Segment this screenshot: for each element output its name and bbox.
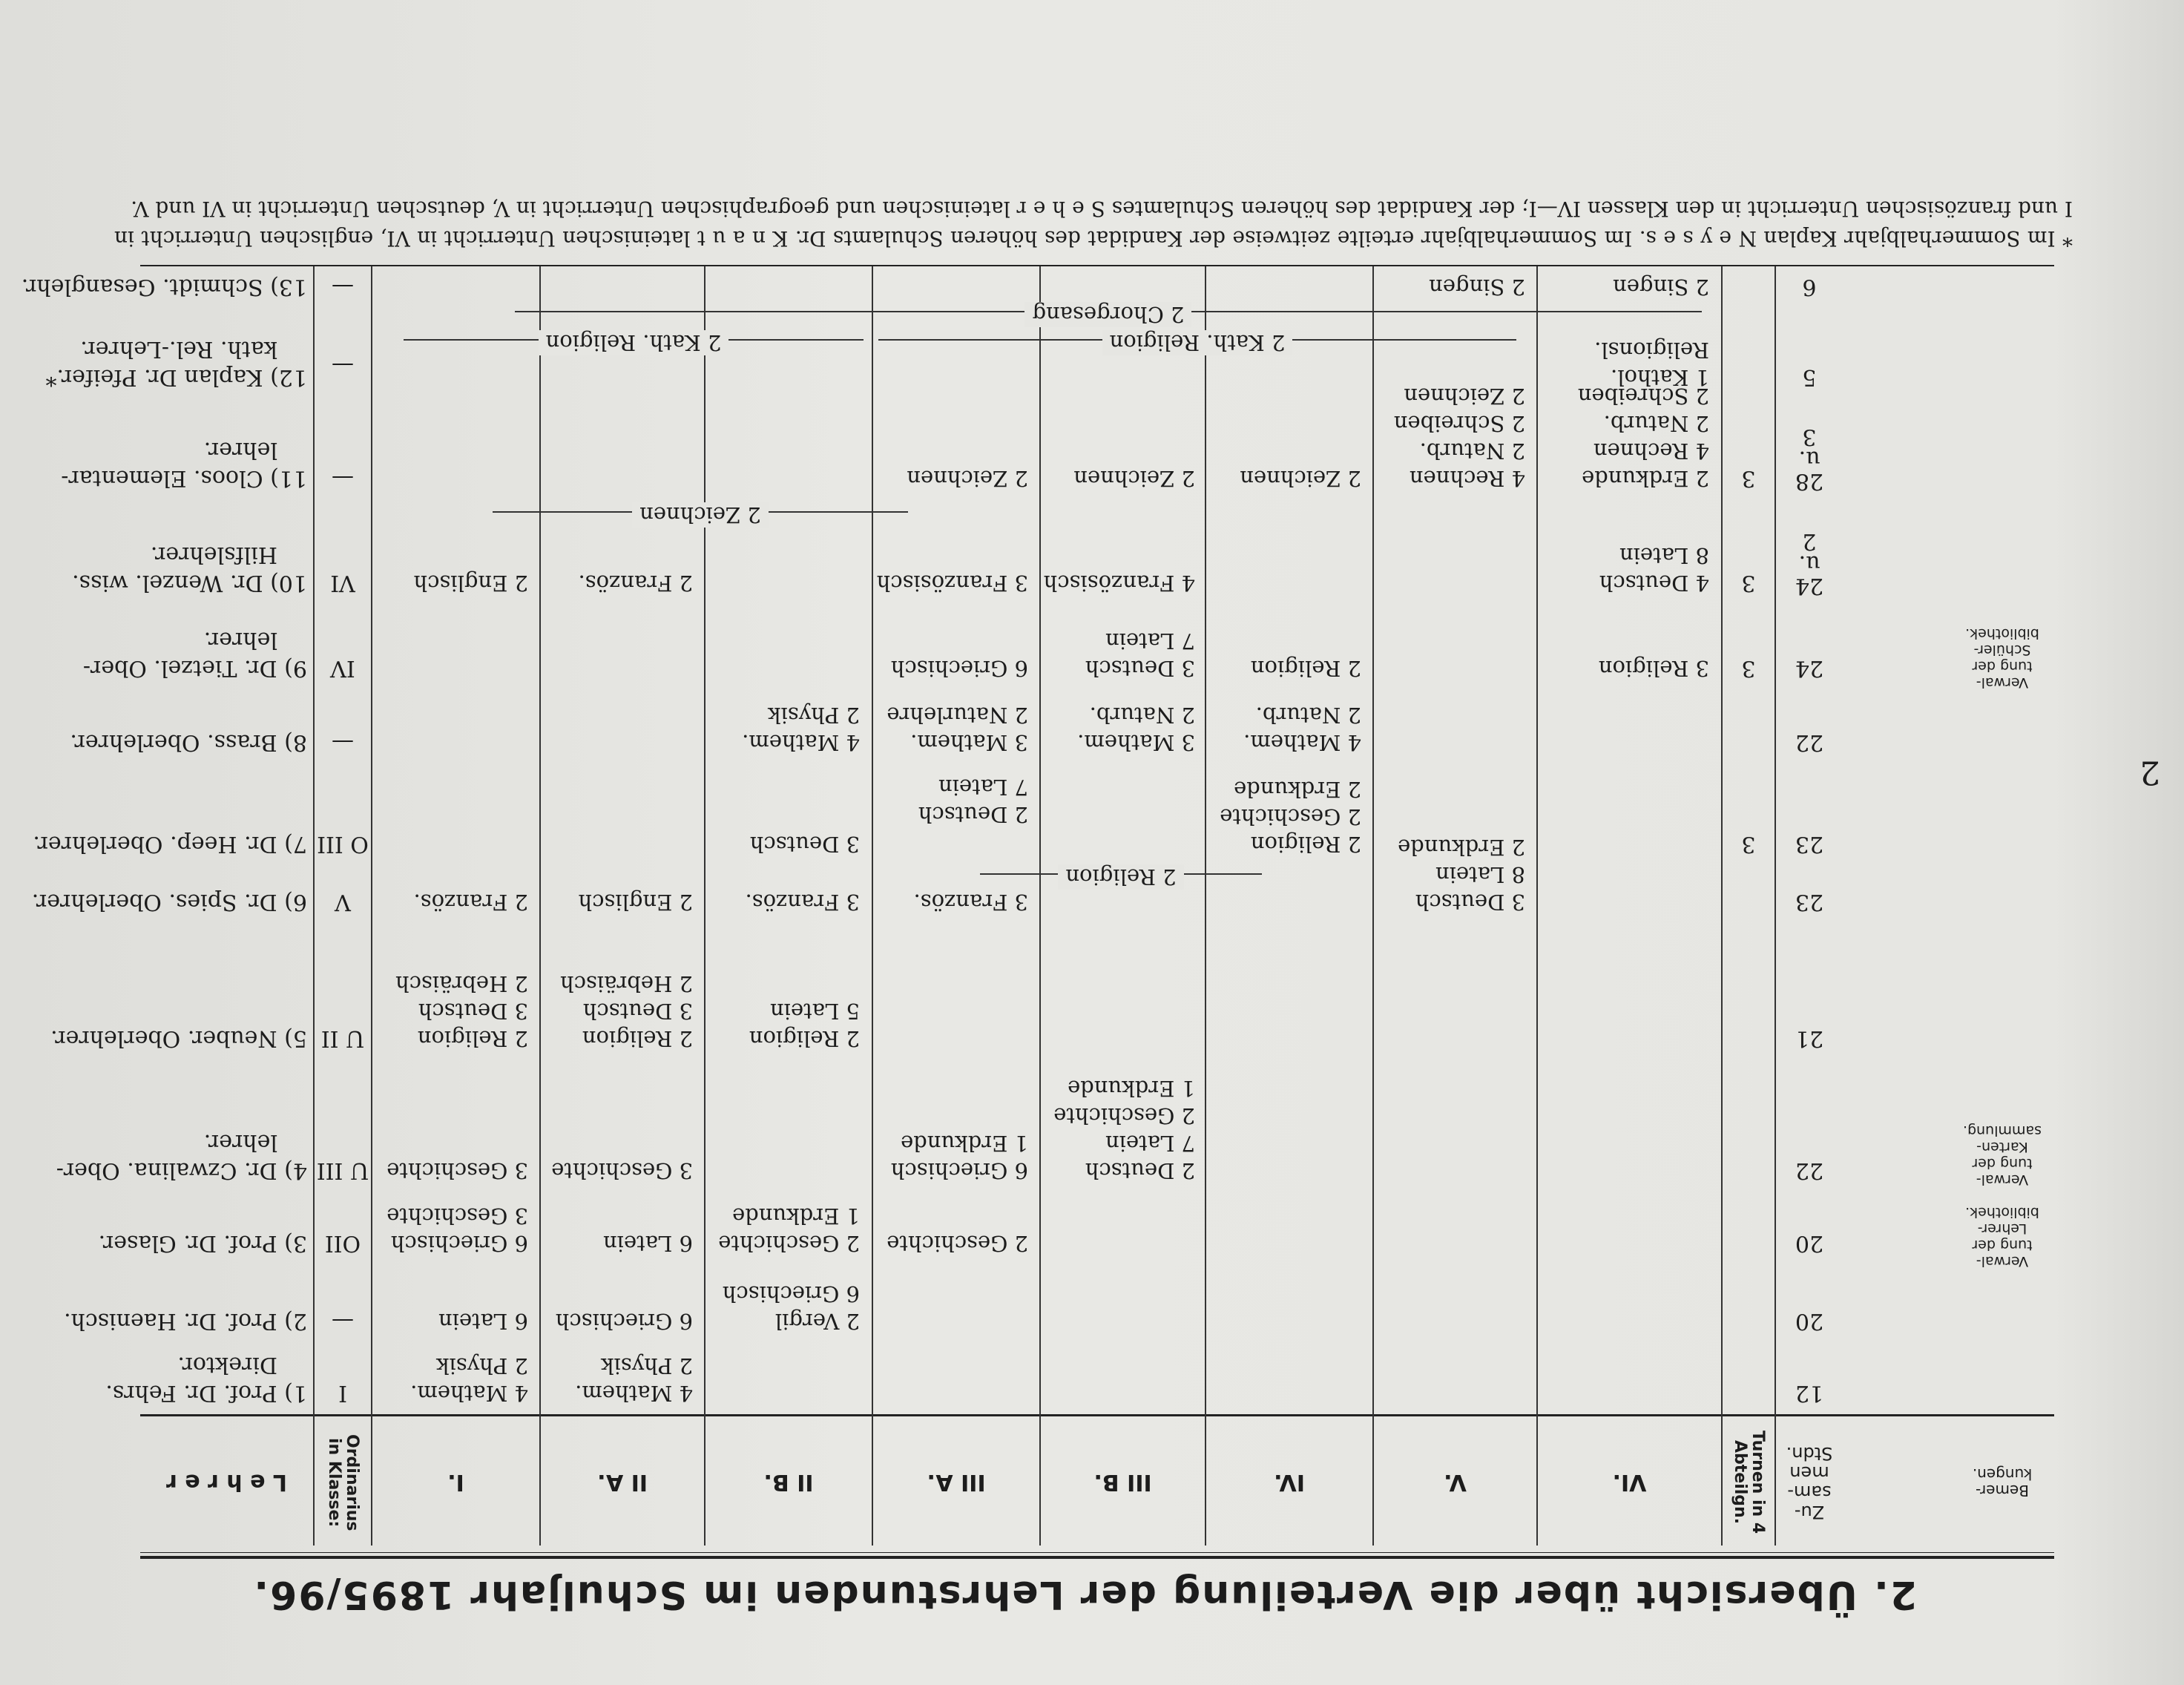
turnen-hours: 3 bbox=[1741, 465, 1756, 491]
total-hours: 22 bbox=[1795, 1157, 1824, 1183]
teacher-name: 13) Schmidt. Gesanglehr. bbox=[21, 274, 307, 300]
ordinarius-value: U III bbox=[316, 1157, 369, 1183]
header-class-IIB: II B. bbox=[763, 1469, 814, 1496]
page-number: 2 bbox=[2139, 753, 2160, 791]
lesson-cell: 2 Religion 3 Deutsch 2 Hebräisch bbox=[395, 971, 528, 1051]
col-divider bbox=[1721, 266, 1723, 1546]
lesson-cell: 2 Singen bbox=[1613, 275, 1709, 300]
ordinarius-value: VI bbox=[330, 570, 355, 596]
total-hours: 24 bbox=[1795, 655, 1824, 681]
col-divider bbox=[1536, 266, 1538, 1546]
lesson-cell: 3 Religion bbox=[1598, 656, 1709, 681]
teacher-name: 2) Prof. Dr. Haenisch. bbox=[64, 1308, 307, 1334]
lesson-cell: 3 Deutsch 7 Latein bbox=[1085, 628, 1195, 681]
lesson-cell: 2 Singen bbox=[1429, 275, 1525, 300]
lesson-cell: 2 Französ. bbox=[578, 571, 693, 596]
lesson-cell: 2 Englisch bbox=[413, 571, 528, 596]
header-class-IIA: II A. bbox=[597, 1469, 648, 1496]
lesson-cell: 2 Zeichnen bbox=[1073, 466, 1195, 491]
lesson-cell: 4 Rechnen 2 Naturb. 2 Schreiben 2 Zeichnen bbox=[1393, 384, 1525, 491]
lesson-cell: 2 Zeichnen bbox=[907, 466, 1028, 491]
lesson-cell: 4 Deutsch 8 Latein bbox=[1599, 543, 1709, 596]
ordinarius-value: — bbox=[332, 274, 354, 300]
teacher-name: 8) Brass. Oberlehrer. bbox=[70, 729, 307, 755]
ordinarius-value: V bbox=[335, 889, 351, 915]
span-chorgesang: 2 Chorgesang bbox=[515, 281, 1702, 312]
total-hours: 6 bbox=[1802, 274, 1817, 300]
remark-note: Verwal- tung der Lehrer- bibliothek. bbox=[1965, 1204, 2039, 1270]
teacher-name: 6) Dr. Spies. Oberlehrer. bbox=[31, 889, 307, 915]
teacher-name: 4) Dr. Czwalina. Ober- lehrer. bbox=[56, 1129, 307, 1183]
total-hours: 24 u. 2 bbox=[1795, 528, 1824, 599]
col-divider bbox=[1372, 266, 1374, 1546]
col-divider bbox=[1039, 266, 1041, 1546]
lesson-cell: 3 Französisch bbox=[876, 571, 1028, 596]
header-class-VI: VI. bbox=[1612, 1469, 1647, 1496]
lesson-cell: 6 Griechisch bbox=[555, 1309, 693, 1334]
lesson-cell: 2 Religion 2 Geschichte 2 Erdkunde bbox=[1220, 777, 1361, 857]
lesson-cell: 4 Französisch bbox=[1043, 571, 1195, 596]
span-zeichnen-IIA-IIB: 2 Zeichnen bbox=[493, 482, 908, 513]
ordinarius-value: O III bbox=[317, 831, 369, 857]
header-bottom-rule bbox=[140, 1414, 2054, 1416]
ordinarius-value: — bbox=[332, 1308, 354, 1334]
lesson-cell: 2 Deutsch 7 Latein bbox=[918, 775, 1028, 827]
ordinarius-value: — bbox=[332, 465, 354, 491]
total-hours: 5 bbox=[1802, 364, 1817, 390]
total-hours: 21 bbox=[1795, 1025, 1824, 1051]
lesson-cell: 6 Latein bbox=[603, 1231, 693, 1256]
teacher-name: 1) Prof. Dr. Fehrs. Direktor. bbox=[105, 1352, 307, 1406]
footnote: * Im Sommerhalbjahr Kaplan N e y s e s. Im Sommerhalbjahr erteilte zeitweise der Kandidat des höheren Schulamts Dr. K n a u t lateinischen Unterricht in VI, englischen Unterricht in I und französischen Unterricht in den Klassen IV—I; der Kandidat des höheren Schulamtes S e h e r lateinischen und geographischen Unterricht in V, deutschen Unterricht in VI und V. bbox=[114, 197, 2073, 251]
lesson-cell: 2 Zeichnen bbox=[1240, 466, 1361, 491]
lesson-cell: 3 Geschichte bbox=[387, 1158, 528, 1183]
lesson-cell: 2 Religion 5 Latein bbox=[749, 999, 860, 1051]
lesson-cell: 3 Deutsch bbox=[749, 832, 860, 857]
col-divider bbox=[371, 266, 372, 1546]
lesson-cell: 2 Religion 3 Deutsch 2 Hebräisch bbox=[560, 971, 693, 1051]
lesson-cell: 6 Griechisch bbox=[890, 656, 1028, 681]
lesson-cell: 2 Vergil 6 Griechisch bbox=[722, 1281, 860, 1334]
teacher-name: 11) Cloos. Elementar- lehrer. bbox=[61, 437, 307, 491]
turnen-hours: 3 bbox=[1741, 655, 1756, 681]
teacher-name: 9) Dr. Tietzel. Ober- lehrer. bbox=[82, 627, 307, 681]
turnen-hours: 3 bbox=[1741, 831, 1756, 857]
total-hours: 22 bbox=[1795, 729, 1824, 755]
header-class-IV: IV. bbox=[1274, 1469, 1305, 1496]
lesson-cell: 2 Geschichte bbox=[887, 1231, 1028, 1256]
table-bottom-rule bbox=[140, 265, 2054, 266]
span-religion-IIIA-IIIB: 2 Religion bbox=[980, 844, 1262, 875]
header-class-V: V. bbox=[1444, 1469, 1467, 1496]
lesson-cell: 4 Mathem. 2 Physik bbox=[410, 1353, 528, 1406]
col-divider bbox=[539, 266, 541, 1546]
header-class-I: I. bbox=[447, 1469, 464, 1496]
total-hours: 23 bbox=[1795, 889, 1824, 915]
lesson-cell: 4 Mathem. 2 Physik bbox=[575, 1353, 693, 1406]
header-class-IIIA: III A. bbox=[927, 1469, 986, 1496]
lesson-cell: 3 Französ. bbox=[745, 890, 860, 915]
lesson-cell: 4 Mathem. 2 Naturb. bbox=[1243, 703, 1361, 755]
ordinarius-value: I bbox=[338, 1380, 347, 1406]
total-hours: 28 u. 3 bbox=[1795, 424, 1824, 494]
lesson-cell: 2 Religion bbox=[1250, 656, 1361, 681]
span-kath-religion-IIIA-V: 2 Kath. Religion bbox=[878, 309, 1516, 341]
page-title: 2. Übersicht über die Verteilung der Lehrstunden im Schuljahr 1895/96. bbox=[252, 1572, 1917, 1617]
header-class-IIIB: III B. bbox=[1093, 1469, 1152, 1496]
lesson-cell: 3 Mathem. 2 Naturb. bbox=[1077, 703, 1195, 755]
ordinarius-value: — bbox=[332, 352, 354, 378]
lesson-cell: 3 Geschichte bbox=[551, 1158, 693, 1183]
total-hours: 20 bbox=[1795, 1308, 1824, 1334]
header-total: Zu- sam- men Stdn. bbox=[1786, 1442, 1833, 1523]
total-hours: 12 bbox=[1795, 1380, 1824, 1406]
lesson-cell: 2 Erdkunde 4 Rechnen 2 Naturb. 2 Schreiben bbox=[1577, 384, 1709, 491]
ordinarius-value: IV bbox=[330, 655, 355, 681]
remark-note: Verwal- tung der Karten- sammlung. bbox=[1962, 1123, 2042, 1188]
top-double-rule-thin bbox=[140, 1552, 2054, 1553]
lesson-cell: 2 Französ. bbox=[413, 890, 528, 915]
lesson-cell: 6 Griechisch 1 Erdkunde bbox=[890, 1131, 1028, 1183]
teacher-name: 10) Dr. Wenzel. wiss. Hilfslehrer. bbox=[72, 542, 307, 596]
header-lehrer: L e h r e r bbox=[166, 1469, 287, 1496]
lesson-cell: 1 Kathol. Religionsl. bbox=[1594, 338, 1709, 390]
remark-note: Verwal- tung der Schüler- bibliothek. bbox=[1965, 625, 2039, 691]
lesson-cell: 2 Geschichte 1 Erdkunde bbox=[718, 1203, 860, 1256]
teacher-name: 12) Kaplan Dr. Pfeifer.* kath. Rel.-Lehrer. bbox=[45, 336, 307, 390]
lesson-cell: 4 Mathem. 2 Physik bbox=[742, 703, 860, 755]
teacher-name: 7) Dr. Heep. Oberlehrer. bbox=[33, 831, 307, 857]
top-double-rule bbox=[140, 1556, 2054, 1559]
total-hours: 20 bbox=[1795, 1230, 1824, 1256]
span-kath-religion-I-IIB: 2 Kath. Religion bbox=[404, 309, 864, 341]
lesson-cell: 6 Griechisch 3 Geschichte bbox=[387, 1203, 528, 1256]
total-hours: 23 bbox=[1795, 831, 1824, 857]
lesson-cell: 3 Französ. bbox=[913, 890, 1028, 915]
col-divider bbox=[872, 266, 873, 1546]
ordinarius-value: — bbox=[332, 729, 354, 755]
lesson-cell: 6 Latein bbox=[438, 1309, 528, 1334]
col-divider bbox=[704, 266, 705, 1546]
lesson-cell: 2 Englisch bbox=[578, 890, 693, 915]
col-divider bbox=[1205, 266, 1206, 1546]
teacher-name: 3) Prof. Dr. Glaser. bbox=[98, 1230, 307, 1256]
lesson-cell: 3 Mathem. 2 Naturlehre bbox=[887, 703, 1028, 755]
lesson-cell: 3 Deutsch 8 Latein 2 Erdkunde bbox=[1398, 835, 1525, 915]
header-notes: Bemer- kungen. bbox=[1972, 1465, 2033, 1500]
header-turnen: Turnen in 4 Abteilgn. bbox=[1731, 1431, 1768, 1534]
lesson-cell: 2 Deutsch 7 Latein 2 Geschichte 1 Erdkunde bbox=[1053, 1076, 1195, 1183]
ordinarius-value: OII bbox=[324, 1230, 361, 1256]
ordinarius-value: U II bbox=[320, 1025, 365, 1051]
turnen-hours: 3 bbox=[1741, 570, 1756, 596]
teacher-name: 5) Neuber. Oberlehrer. bbox=[50, 1025, 307, 1051]
header-ordinarius: Ordinarius in Klasse: bbox=[325, 1433, 362, 1531]
